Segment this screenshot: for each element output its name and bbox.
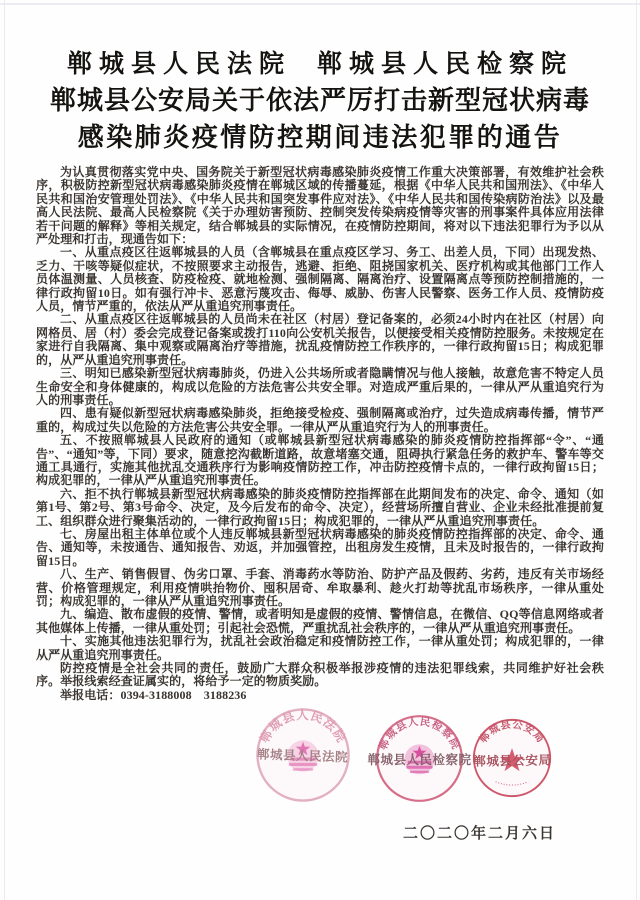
notice-item-3: 三、明知已感染新型冠状病毒肺炎，仍进入公共场所或者隐瞒情况与他人接触，故意危害不特定人员生命安全和身体健康的，构成以危险的方法危害公共安全罪。对造成严重后果的，一律从严从重追究行为人的刑事责任。 — [36, 366, 604, 407]
seal-caption: 郸城县人民法院 — [257, 747, 349, 765]
seal-court — [254, 706, 352, 804]
seal-police — [471, 717, 553, 799]
seal-caption: 郸城县人民检察院 — [367, 753, 472, 768]
intro-paragraph: 为认真贯彻落实党中央、国务院关于新型冠状病毒感染肺炎疫情工作重大决策部署，有效维护社会秩序，积极防控新型冠状病毒感染肺炎疫情在郸城区域的传播蔓延，根据《中华人民共和国刑法》、《中华人民共和国治安管理处罚法》、《中华人民共和国突发事件应对法》、《中华人民共和国传染病防治法》以及最高人民法院、最高人民检察院《关于办理妨害预防、控制突发传染病疫情等灾害的刑事案件具体应用法律若干问题的解释》等相关规定，结合郸城县的实际情况，在疫情防控期间，将对以下违法犯罪行为予以从严处理和打击，现通告如下： — [36, 165, 604, 247]
document-date: 二〇二〇年二月六日 — [402, 826, 556, 842]
notice-item-2: 二、从重点疫区往返郸城县的人员尚未在社区（村居）登记备案的，必须24小时内在社区（村居）向网格员、居（村）委会完成登记备案或拨打110向公安机关报告，以便接受相关疫情防控服务。未按规定在家进行自我隔离、集中观察或隔离治疗等措施，扰乱疫情防控工作秩序的，一律行政拘留15日；构成犯罪的，从严从重追究刑事责任。 — [36, 312, 604, 367]
seal-arc-text: 郸城县人民检察院 — [378, 716, 461, 752]
notice-item-7: 七、房屋出租主体单位或个人违反郸城县新型冠状病毒感染的肺炎疫情防控指挥部的决定、命令、通告、通知等，未按通告、通知报告、劝返，并加强管控，出租房发生疫情，且未及时报告的，一律行政拘留15日。 — [36, 526, 604, 568]
seal-arc-text: 郸城县公安局 — [477, 719, 547, 746]
issuer-procuratorate: 郸城县人民检察院 — [317, 51, 574, 78]
title-line-3: 感染肺炎疫情防控期间违法犯罪的通告 — [77, 123, 563, 152]
document-title — [0, 48, 640, 156]
seal-caption: 郸城县公安局 — [472, 752, 552, 769]
title-line-2: 郸城县公安局关于依法严厉打击新型冠状病毒 — [49, 86, 590, 115]
issuer-court: 郸城县人民法院 — [66, 51, 291, 78]
notice-item-6: 六、拒不执行郸城县新型冠状病毒感染的肺炎疫情防控指挥部在此期间发布的决定、命令、通知（如第1号、第2号、第3号命令、决定，及今后发布的命令、决定），经营场所擅自营业、企业未经批准提前复工、组织群众进行聚集活动的，一律行政拘留15日；构成犯罪的，一律从严从重追究刑事责任。 — [36, 486, 604, 528]
seal-procuratorate — [367, 713, 472, 804]
photo-edge-top — [0, 3, 640, 5]
notice-item-8: 八、生产、销售假冒、伪劣口罩、手套、消毒药水等防治、防护产品及假药、劣药，违反有关市场经营、价格管理规定，利用疫情哄抬物价、囤积居奇、牟取暴利、趁火打劫等扰乱市场秩序，一律从重处罚；构成犯罪的，一律从严从重追究刑事责任。 — [36, 567, 604, 608]
notice-item-1: 一、从重点疫区往返郸城县的人员（含郸城县在重点疫区学习、务工、出差人员，下同）出现发热、乏力、干咳等疑似症状，不按照要求主动报告，逃避、拒绝、阻挠国家机关、医疗机构或其他部门工作人员体温测量、人员核查、防疫检疫、就地检测、强制隔离、隔离治疗、设置隔离点等预防控制措施的，一律行政拘留10日。如有强行冲卡、恶意污蔑攻击、侮辱、威胁、伤害人民警察、医务工作人员、疫情防疫人员，情节严重的，依法从严从重追究刑事责任。 — [36, 245, 604, 314]
report-hotline: 举报电话：0394-3188008 3188236 — [60, 687, 247, 702]
notice-item-5: 五、不按照郸城县人民政府的通知（或郸城县新型冠状病毒感染的肺炎疫情防控指挥部“令”、“通告”、“通知”等，下同）要求，随意挖沟截断道路，故意堵塞交通，阻碍执行紧急任务的救护车、警车等交通工具通行，实施其他扰乱交通秩序行为影响疫情防控工作，冲击防控疫情卡点的，一律行政拘留15日；构成犯罪的，一律从严从重追究刑事责任。 — [36, 433, 604, 488]
document-body — [36, 166, 604, 702]
notice-item-4: 四、患有疑似新型冠状病毒感染肺炎，拒绝接受检疫、强制隔离或治疗，过失造成病毒传播，情节严重的，构成过失以危险的方法危害公共安全罪。一律从严从重追究行为人的刑事责任。 — [36, 406, 604, 434]
title-issuers — [0, 48, 640, 82]
seal-arc-text: 郸城县人民法院 — [257, 707, 349, 746]
closing-paragraph: 防控疫情是全社会共同的责任，鼓励广大群众积极举报涉疫情的违法犯罪线索，共同维护好社会秩序。举报线索经查证属实的，将给予一定的物质奖励。 — [36, 661, 604, 689]
notice-item-10: 十、实施其他违法犯罪行为，扰乱社会政治稳定和疫情防控工作，一律从重处罚；构成犯罪的，一律从严从重追究刑事责任。 — [36, 634, 604, 662]
notice-item-9: 九、编造、散布虚假的疫情、警情，或者明知是虚假的疫情、警情信息，在微信、QQ等信息网络或者其他媒体上传播，一律从重处罚；引起社会恐慌，严重扰乱社会秩序的，一律从严从重追究刑事责任。 — [36, 607, 604, 635]
